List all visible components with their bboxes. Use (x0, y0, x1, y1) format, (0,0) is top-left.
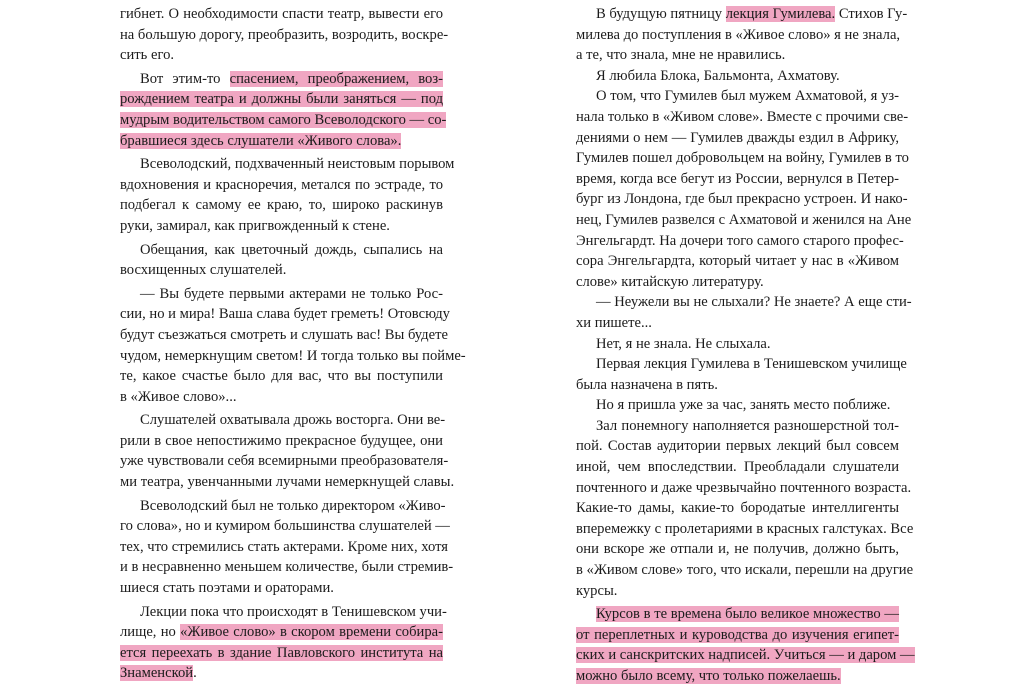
text-fragment: лище, но (120, 624, 176, 641)
text-line: бург из Лондона, где был прекрасно устроен. И нако- (576, 191, 908, 208)
text-line: пой. Состав аудитории первых лекций был совсем (576, 438, 899, 455)
text-line: вдохновения и красноречия, метался по эстраде, то (120, 176, 443, 193)
text-line: Я любила Блока, Бальмонта, Ахматову. (596, 67, 840, 84)
text-line: Первая лекция Гумилева в Тенишевском училище (596, 356, 907, 373)
text-line: восхищенных слушателей. (120, 262, 287, 279)
highlighted-text: спасением, преображением, воз- (229, 70, 443, 87)
highlighted-text: Знаменской (120, 665, 194, 682)
text-line: Всеволодский, подхваченный неистовым порывом (140, 156, 455, 173)
text-line (120, 69, 443, 90)
text-line: руки, замирал, как пригвожденный к стене. (120, 217, 390, 234)
text-line (120, 663, 443, 684)
text-line (120, 110, 447, 131)
text-line: Лекции пока что происходят в Тенишевском учи- (140, 603, 447, 620)
text-line: рили в свое непостижимо прекрасное будущее, они (120, 432, 443, 449)
text-line: и в несравненно меньшем количестве, были стремив- (120, 559, 454, 576)
text-fragment: . (193, 665, 197, 682)
text-line (576, 625, 899, 646)
text-line: шиеся стать поэтами и ораторами. (120, 580, 334, 597)
text-fragment: В будущую пятницу (596, 6, 723, 22)
text-line: дениями о нем — Гумилев дважды ездил в Африку, (576, 129, 899, 146)
text-line: была назначена в пять. (576, 376, 718, 393)
text-line: будут съезжаться смотреть и слушать вас! Вы будете (120, 326, 448, 343)
text-line: сора Энгельгардта, который читает у нас в «Живом (576, 253, 899, 270)
highlighted-text: рождением театра и должны были заняться — под (120, 91, 443, 108)
text-line: чудом, немеркнущим светом! И тогда только вы пойме- (120, 347, 466, 364)
text-line: а те, что знала, мне не нравились. (576, 47, 786, 64)
highlighted-text: бравшиеся здесь слушатели «Живого слова». (120, 132, 402, 149)
text-line: в «Живом слове» того, что искали, перешли на другие (576, 562, 914, 579)
text-line: Слушателей охватывала дрожь восторга. Они ве- (140, 412, 446, 429)
text-line: они вскоре же отпали и, не получив, должно быть, (576, 541, 899, 558)
highlighted-text: лекция Гумилева. (725, 6, 836, 22)
text-line: тех, что стремились стать актерами. Кроме них, хотя (120, 538, 448, 555)
text-line: вперемежку с пролетариями в красных галстуках. Все (576, 520, 914, 537)
text-line: сии, но и мира! Ваша слава будет греметь! Отовсюду (120, 306, 450, 323)
text-line: О том, что Гумилев был мужем Ахматовой, я уз- (596, 88, 899, 105)
text-line: Какие-то дамы, какие-то бородатые интеллигенты (576, 500, 899, 517)
text-line: время, когда все бегут из России, вернулся в Петер- (576, 170, 899, 187)
text-line: милева до поступления в «Живое слово» я не знала, (576, 26, 901, 43)
text-line: те, какое счастье было для вас, что вы поступили (120, 368, 443, 385)
text-line (576, 4, 908, 25)
text-line: ми театра, увенчанными лучами немеркнущей славы. (120, 474, 455, 491)
text-line: Зал понемногу наполняется разношерстной тол- (596, 417, 899, 434)
right-page (576, 4, 915, 687)
text-line: уже чувствовали себя всемирными преобразователя- (120, 453, 449, 470)
text-line: нец, Гумилев развелся с Ахматовой и женился на Ане (576, 211, 912, 228)
text-line: — Неужели вы не слыхали? Не знаете? А еще сти- (596, 294, 912, 311)
text-fragment: Вот этим-то (140, 70, 221, 87)
highlighted-text: от переплетных и куроводства до изучения египет- (576, 626, 899, 643)
text-line: слове» китайскую литературу. (576, 273, 764, 290)
text-line: гибнет. О необходимости спасти театр, вывести его (120, 6, 443, 22)
text-line: Гумилев пошел добровольцем на войну, Гумилев в то (576, 150, 909, 167)
text-line: Всеволодский был не только директором «Живо- (140, 497, 446, 514)
text-line (120, 622, 443, 643)
text-line: подбегал к самому ее краю, то, широко раскинув (120, 197, 443, 214)
text-line (120, 89, 443, 110)
text-line: Но я пришла уже за час, занять место поближе. (596, 397, 891, 414)
text-line: — Вы будете первыми актерами не только Рос- (140, 285, 443, 302)
text-line: Обещания, как цветочный дождь, сыпались на (140, 241, 443, 258)
text-line: сить его. (120, 47, 175, 64)
text-line: иной, чем впоследствии. Преобладали слушатели (576, 459, 899, 476)
text-line: Нет, я не знала. Не слыхала. (596, 335, 771, 352)
text-line (576, 645, 915, 666)
text-line: хи пишете... (576, 314, 652, 331)
highlighted-text: ских и санскритских надписей. Учиться — и даром — (576, 647, 915, 664)
text-line: на большую дорогу, преобразить, возродить, воскре- (120, 26, 449, 43)
text-line (120, 131, 443, 152)
text-line: курсы. (576, 582, 618, 599)
highlighted-text: мудрым водительством самого Всеволодского — со- (120, 111, 447, 128)
highlighted-text: Курсов в те времена было великое множество — (596, 606, 899, 623)
text-line: в «Живое слово»... (120, 388, 237, 405)
text-line: нала только в «Живом слове». Вместе с прочими све- (576, 108, 909, 125)
text-line: го слова», но и кумиром большинства слушателей — (120, 518, 450, 535)
highlighted-text: ется переехать в здание Павловского института на (120, 644, 443, 661)
text-line: Энгельгардт. На дочери того самого старого профес- (576, 232, 904, 249)
text-line (576, 604, 899, 625)
left-page (120, 4, 466, 684)
text-fragment: Стихов Гу- (838, 6, 908, 22)
text-line (576, 666, 899, 687)
text-line (120, 643, 443, 664)
highlighted-text: «Живое слово» в скором времени собира- (180, 624, 443, 641)
text-line: почтенного и даже чрезвычайно почтенного возраста. (576, 479, 912, 496)
highlighted-text: можно было всему, что только пожелаешь. (576, 668, 841, 684)
